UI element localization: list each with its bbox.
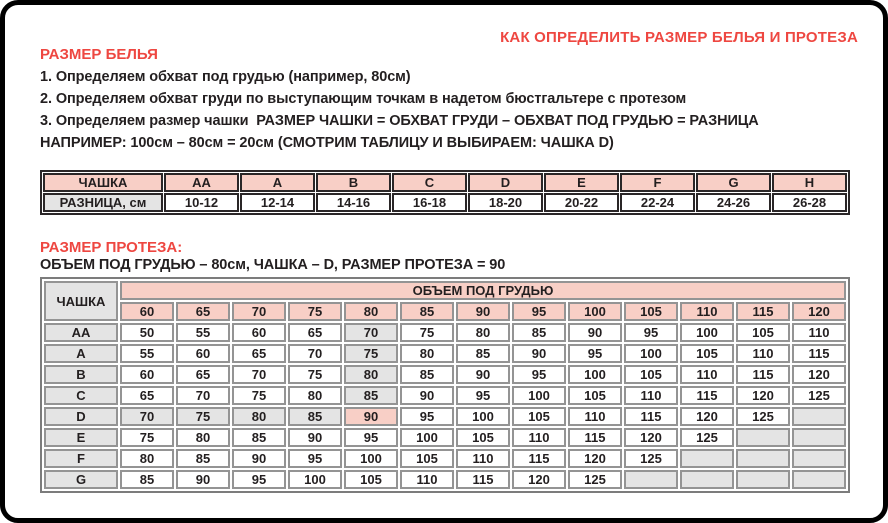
size-cell: 85 [176, 449, 230, 468]
size-cell: 105 [344, 470, 398, 489]
difference-cell: 24-26 [696, 193, 771, 212]
empty-size-cell [736, 428, 790, 447]
size-cell: 85 [512, 323, 566, 342]
size-cell: 105 [624, 365, 678, 384]
size-cell: 105 [512, 407, 566, 426]
size-cell: 110 [736, 344, 790, 363]
page-title: КАК ОПРЕДЕЛИТЬ РАЗМЕР БЕЛЬЯ И ПРОТЕЗА [500, 29, 858, 46]
difference-row [43, 193, 847, 212]
band-size-cell: 60 [120, 302, 174, 321]
band-size-cell: 120 [792, 302, 846, 321]
cup-cell: H [772, 173, 847, 192]
size-cell: 55 [120, 344, 174, 363]
size-cell: 95 [400, 407, 454, 426]
band-size-cell: 105 [624, 302, 678, 321]
size-cell: 125 [792, 386, 846, 405]
size-cell: 90 [568, 323, 622, 342]
size-cell: 110 [680, 365, 734, 384]
band-size-cell: 75 [288, 302, 342, 321]
band-sizes-row [44, 302, 846, 321]
size-cell: 85 [344, 386, 398, 405]
size-row [44, 470, 846, 489]
size-cell: 105 [680, 344, 734, 363]
size-cell: 65 [120, 386, 174, 405]
size-cell: 90 [400, 386, 454, 405]
cup-label-cell: E [44, 428, 118, 447]
cup-label-cell: B [44, 365, 118, 384]
size-cell: 110 [512, 428, 566, 447]
cup-label-cell: AA [44, 323, 118, 342]
size-cell: 100 [680, 323, 734, 342]
prosthesis-example-line: ОБЪЕМ ПОД ГРУДЬЮ – 80см, ЧАШКА – D, РАЗМЕР ПРОТЕЗА = 90 [40, 257, 506, 273]
underwear-section-heading: РАЗМЕР БЕЛЬЯ [40, 46, 158, 63]
step-example: НАПРИМЕР: 100см – 80см = 20см (СМОТРИМ ТАБЛИЦУ И ВЫБИРАЕМ: ЧАШКА D) [40, 135, 614, 151]
size-cell: 80 [344, 365, 398, 384]
step-3: 3. Определяем размер чашки РАЗМЕР ЧАШКИ = ОБХВАТ ГРУДИ – ОБХВАТ ПОД ГРУДЬЮ = РАЗНИЦА [40, 113, 759, 129]
size-cell: 90 [344, 407, 398, 426]
size-cell: 60 [232, 323, 286, 342]
size-cell: 75 [344, 344, 398, 363]
empty-size-cell [680, 470, 734, 489]
cup-cell: AA [164, 173, 239, 192]
empty-size-cell [736, 470, 790, 489]
cup-label-cell: F [44, 449, 118, 468]
size-row [44, 344, 846, 363]
size-cell: 120 [680, 407, 734, 426]
size-cell: 115 [624, 407, 678, 426]
cup-cell: F [620, 173, 695, 192]
size-cell: 95 [344, 428, 398, 447]
size-row [44, 323, 846, 342]
cup-row [43, 173, 847, 192]
cup-cell: B [316, 173, 391, 192]
size-cell: 110 [400, 470, 454, 489]
size-cell: 115 [736, 365, 790, 384]
size-cell: 80 [400, 344, 454, 363]
size-cell: 70 [344, 323, 398, 342]
cup-difference-table [40, 170, 850, 215]
size-table-corner-label: ЧАШКА [44, 281, 118, 321]
empty-size-cell [792, 470, 846, 489]
size-cell: 80 [232, 407, 286, 426]
step-1: 1. Определяем обхват под грудью (например, 80см) [40, 69, 411, 85]
size-cell: 65 [176, 365, 230, 384]
size-cell: 100 [344, 449, 398, 468]
size-cell: 105 [400, 449, 454, 468]
size-cell: 120 [792, 365, 846, 384]
size-cell: 75 [400, 323, 454, 342]
empty-size-cell [680, 449, 734, 468]
size-cell: 120 [624, 428, 678, 447]
size-cell: 105 [568, 386, 622, 405]
size-row [44, 365, 846, 384]
size-cell: 115 [680, 386, 734, 405]
size-cell: 125 [736, 407, 790, 426]
prosthesis-size-table-body [44, 281, 846, 489]
band-size-cell: 100 [568, 302, 622, 321]
size-cell: 100 [288, 470, 342, 489]
size-cell: 110 [456, 449, 510, 468]
empty-size-cell [792, 407, 846, 426]
size-cell: 75 [288, 365, 342, 384]
size-cell: 120 [736, 386, 790, 405]
difference-cell: 16-18 [392, 193, 467, 212]
size-cell: 70 [176, 386, 230, 405]
size-cell: 100 [624, 344, 678, 363]
size-cell: 80 [288, 386, 342, 405]
band-size-cell: 65 [176, 302, 230, 321]
size-cell: 80 [176, 428, 230, 447]
cup-table-label: ЧАШКА [43, 173, 163, 192]
cup-cell: A [240, 173, 315, 192]
size-cell: 90 [512, 344, 566, 363]
cup-label-cell: C [44, 386, 118, 405]
empty-size-cell [624, 470, 678, 489]
size-row [44, 449, 846, 468]
size-row [44, 407, 846, 426]
size-cell: 115 [568, 428, 622, 447]
difference-cell: 18-20 [468, 193, 543, 212]
size-cell: 110 [624, 386, 678, 405]
empty-size-cell [792, 449, 846, 468]
size-cell: 125 [568, 470, 622, 489]
size-cell: 85 [232, 428, 286, 447]
size-cell: 75 [120, 428, 174, 447]
size-cell: 125 [680, 428, 734, 447]
size-cell: 100 [456, 407, 510, 426]
size-cell: 75 [176, 407, 230, 426]
band-header-row [44, 281, 846, 300]
size-cell: 95 [568, 344, 622, 363]
prosthesis-size-table [40, 277, 850, 493]
empty-size-cell [792, 428, 846, 447]
size-cell: 110 [792, 323, 846, 342]
cup-difference-table-body [43, 173, 847, 212]
cup-cell: G [696, 173, 771, 192]
size-cell: 65 [232, 344, 286, 363]
band-size-cell: 110 [680, 302, 734, 321]
size-cell: 115 [456, 470, 510, 489]
difference-cell: 26-28 [772, 193, 847, 212]
size-cell: 75 [232, 386, 286, 405]
difference-cell: 14-16 [316, 193, 391, 212]
size-cell: 90 [456, 365, 510, 384]
size-cell: 110 [568, 407, 622, 426]
size-cell: 115 [512, 449, 566, 468]
difference-cell: 22-24 [620, 193, 695, 212]
size-cell: 95 [512, 365, 566, 384]
cup-label-cell: D [44, 407, 118, 426]
size-row [44, 428, 846, 447]
cup-label-cell: A [44, 344, 118, 363]
cup-cell: C [392, 173, 467, 192]
size-cell: 70 [232, 365, 286, 384]
prosthesis-section-heading: РАЗМЕР ПРОТЕЗА: [40, 239, 183, 256]
size-cell: 100 [400, 428, 454, 447]
size-cell: 95 [232, 470, 286, 489]
band-size-cell: 80 [344, 302, 398, 321]
size-cell: 80 [120, 449, 174, 468]
size-cell: 85 [288, 407, 342, 426]
band-header-cell: ОБЪЕМ ПОД ГРУДЬЮ [120, 281, 846, 300]
difference-table-label: РАЗНИЦА, см [43, 193, 163, 212]
size-cell: 120 [512, 470, 566, 489]
cup-cell: E [544, 173, 619, 192]
difference-cell: 10-12 [164, 193, 239, 212]
size-cell: 115 [792, 344, 846, 363]
band-size-cell: 70 [232, 302, 286, 321]
size-cell: 120 [568, 449, 622, 468]
size-cell: 65 [288, 323, 342, 342]
size-row [44, 386, 846, 405]
band-size-cell: 115 [736, 302, 790, 321]
size-cell: 70 [288, 344, 342, 363]
size-cell: 60 [176, 344, 230, 363]
size-cell: 60 [120, 365, 174, 384]
band-size-cell: 90 [456, 302, 510, 321]
size-cell: 90 [176, 470, 230, 489]
size-cell: 85 [400, 365, 454, 384]
cup-label-cell: G [44, 470, 118, 489]
difference-cell: 12-14 [240, 193, 315, 212]
size-cell: 125 [624, 449, 678, 468]
size-cell: 85 [456, 344, 510, 363]
size-cell: 70 [120, 407, 174, 426]
cup-cell: D [468, 173, 543, 192]
instruction-steps [40, 66, 759, 154]
step-2: 2. Определяем обхват груди по выступающим точкам в надетом бюстгальтере с протезом [40, 91, 687, 107]
size-cell: 95 [288, 449, 342, 468]
size-cell: 105 [736, 323, 790, 342]
size-cell: 55 [176, 323, 230, 342]
band-size-cell: 95 [512, 302, 566, 321]
size-cell: 95 [624, 323, 678, 342]
band-size-cell: 85 [400, 302, 454, 321]
size-cell: 80 [456, 323, 510, 342]
size-cell: 105 [456, 428, 510, 447]
size-cell: 90 [288, 428, 342, 447]
size-cell: 100 [568, 365, 622, 384]
size-cell: 90 [232, 449, 286, 468]
size-cell: 50 [120, 323, 174, 342]
size-cell: 85 [120, 470, 174, 489]
difference-cell: 20-22 [544, 193, 619, 212]
empty-size-cell [736, 449, 790, 468]
size-cell: 95 [456, 386, 510, 405]
size-cell: 100 [512, 386, 566, 405]
